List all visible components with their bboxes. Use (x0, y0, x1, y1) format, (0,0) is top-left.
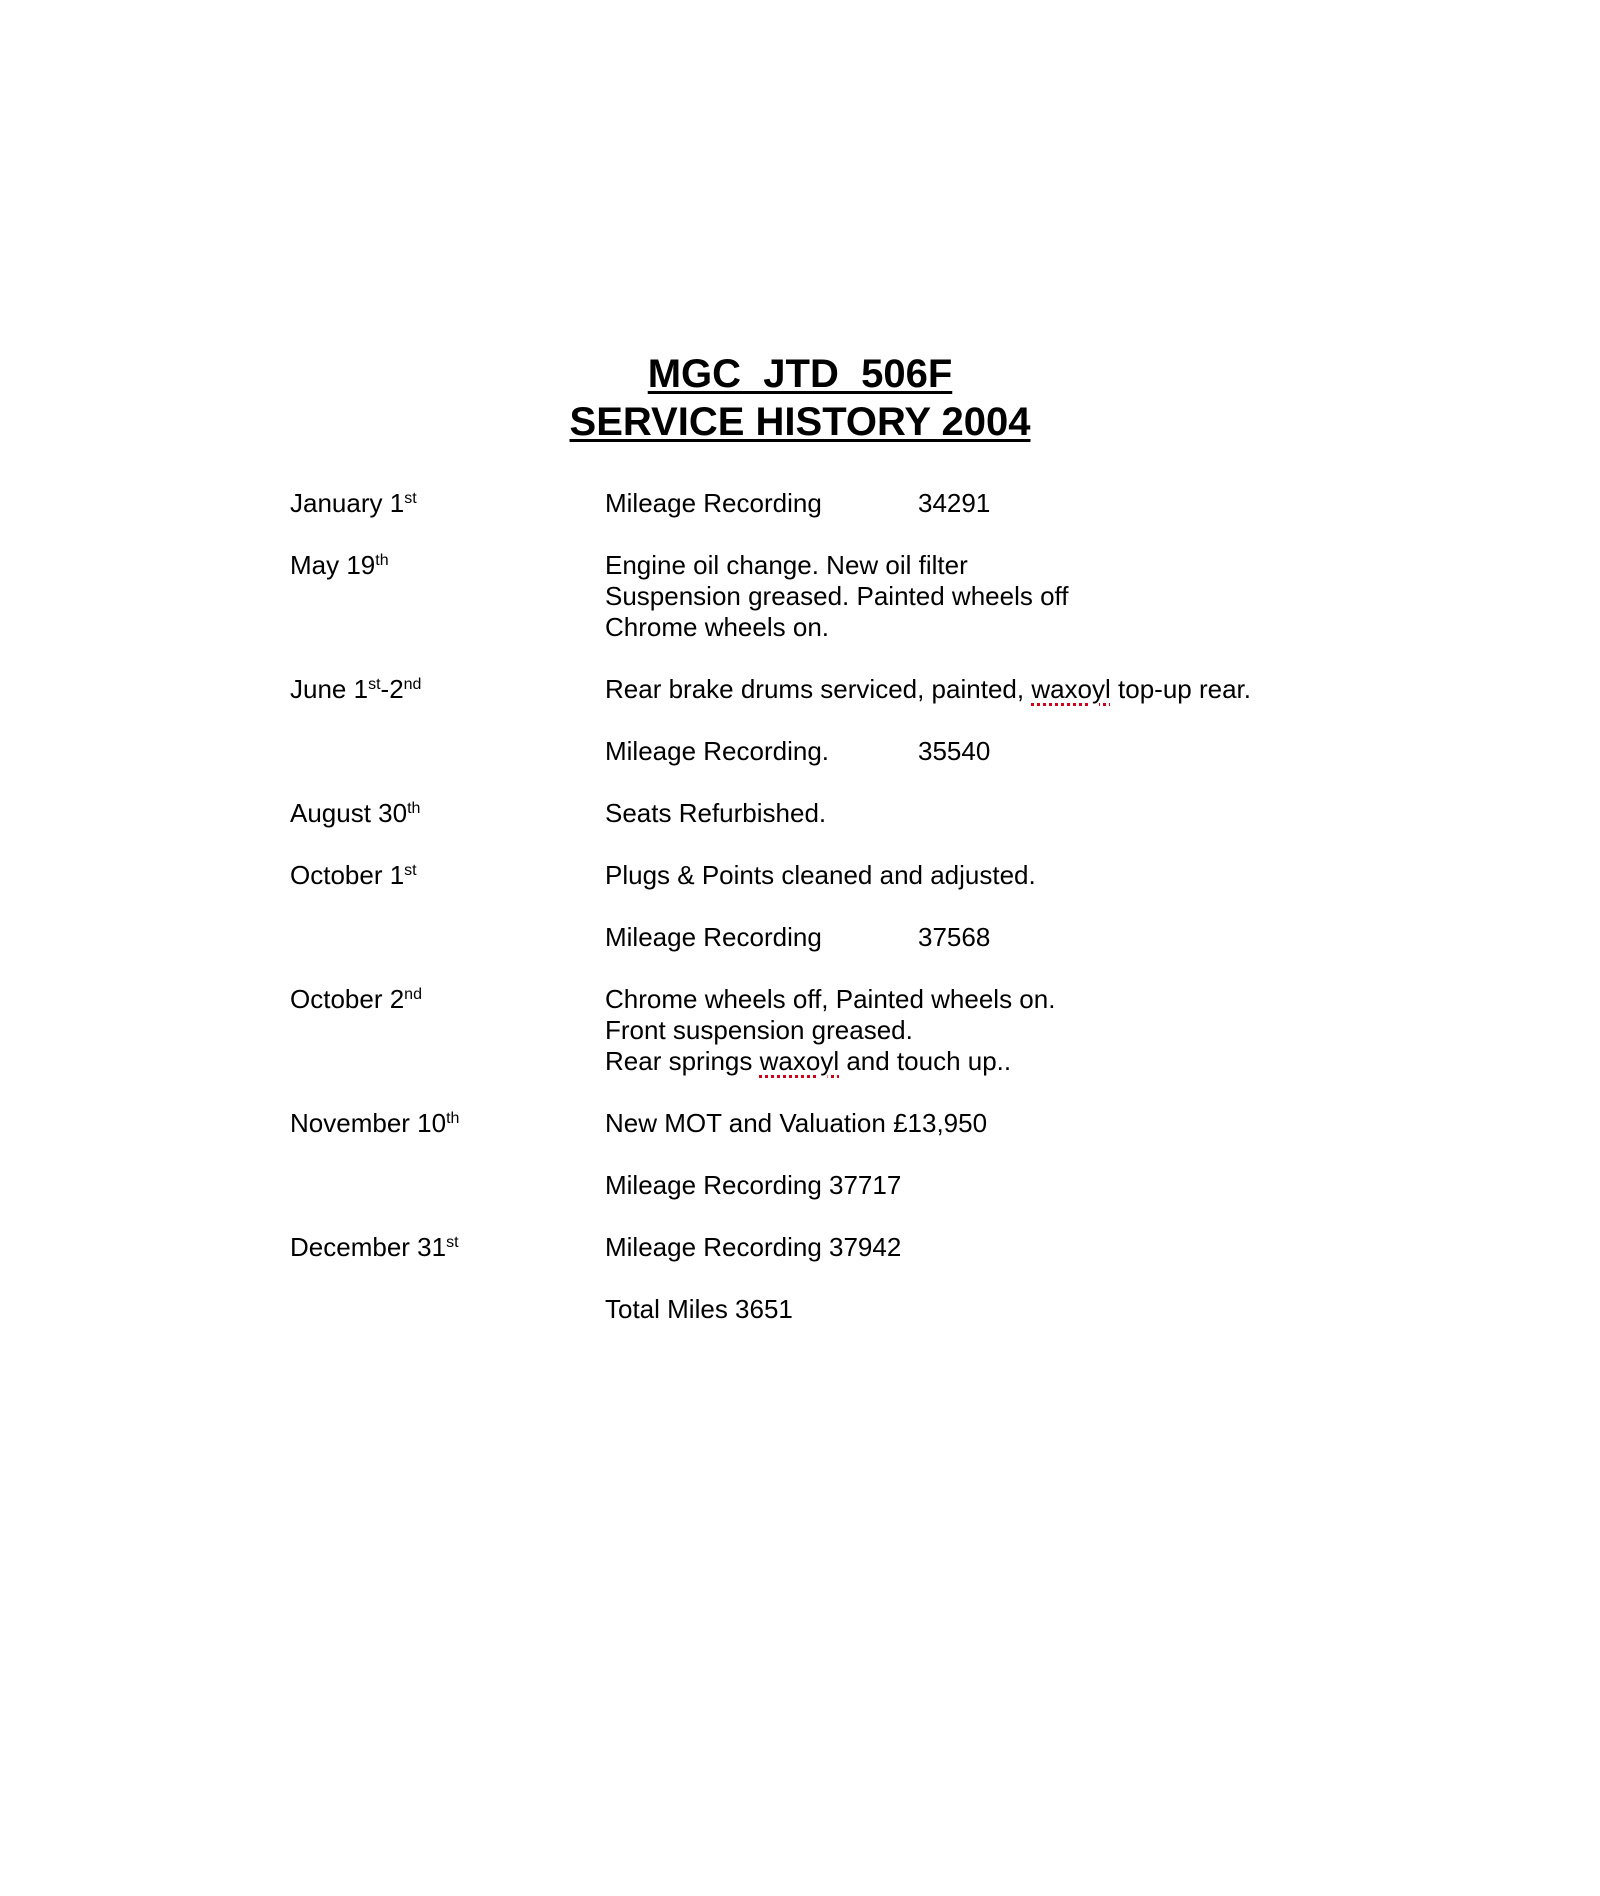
entry-description: Mileage Recording (605, 488, 822, 518)
total-miles: Total Miles 3651 (605, 1294, 793, 1324)
entry-description: Rear brake drums serviced, painted, waxoyl top-up rear. (605, 674, 1251, 704)
entry-description: Seats Refurbished. (605, 798, 827, 828)
spellcheck-word: waxoyl (1031, 674, 1111, 704)
entry-date: October 2nd (290, 984, 422, 1014)
mileage-value: 34291 (918, 488, 991, 518)
entry-description: Mileage Recording 37942 (605, 1232, 902, 1262)
entry-date: January 1st (290, 488, 417, 518)
mileage-value: 37568 (918, 922, 991, 952)
entry-date: August 30th (290, 798, 421, 828)
title-service-history: SERVICE HISTORY 2004 (569, 400, 1031, 444)
entry-date: November 10th (290, 1108, 460, 1138)
entry-description: Mileage Recording. (605, 736, 830, 766)
entry-description: Engine oil change. New oil filter Suspension greased. Painted wheels off Chrome wheels on. (605, 550, 1069, 642)
entry-description: Plugs & Points cleaned and adjusted. (605, 860, 1036, 890)
entry-description: New MOT and Valuation £13,950 (605, 1108, 988, 1138)
entry-date: December 31st (290, 1232, 459, 1262)
spellcheck-word: waxoyl (759, 1046, 840, 1076)
entry-date: June 1st-2nd (290, 674, 422, 704)
entry-date: May 19th (290, 550, 389, 580)
mileage-value: 35540 (918, 736, 991, 766)
title-vehicle-registration: MGC JTD 506F (647, 352, 953, 396)
entry-description: Mileage Recording 37717 (605, 1170, 902, 1200)
entry-description: Chrome wheels off, Painted wheels on. Front suspension greased. Rear springs waxoyl and touch up.. (605, 984, 1056, 1076)
entry-date: October 1st (290, 860, 417, 890)
entry-description: Mileage Recording (605, 922, 822, 952)
